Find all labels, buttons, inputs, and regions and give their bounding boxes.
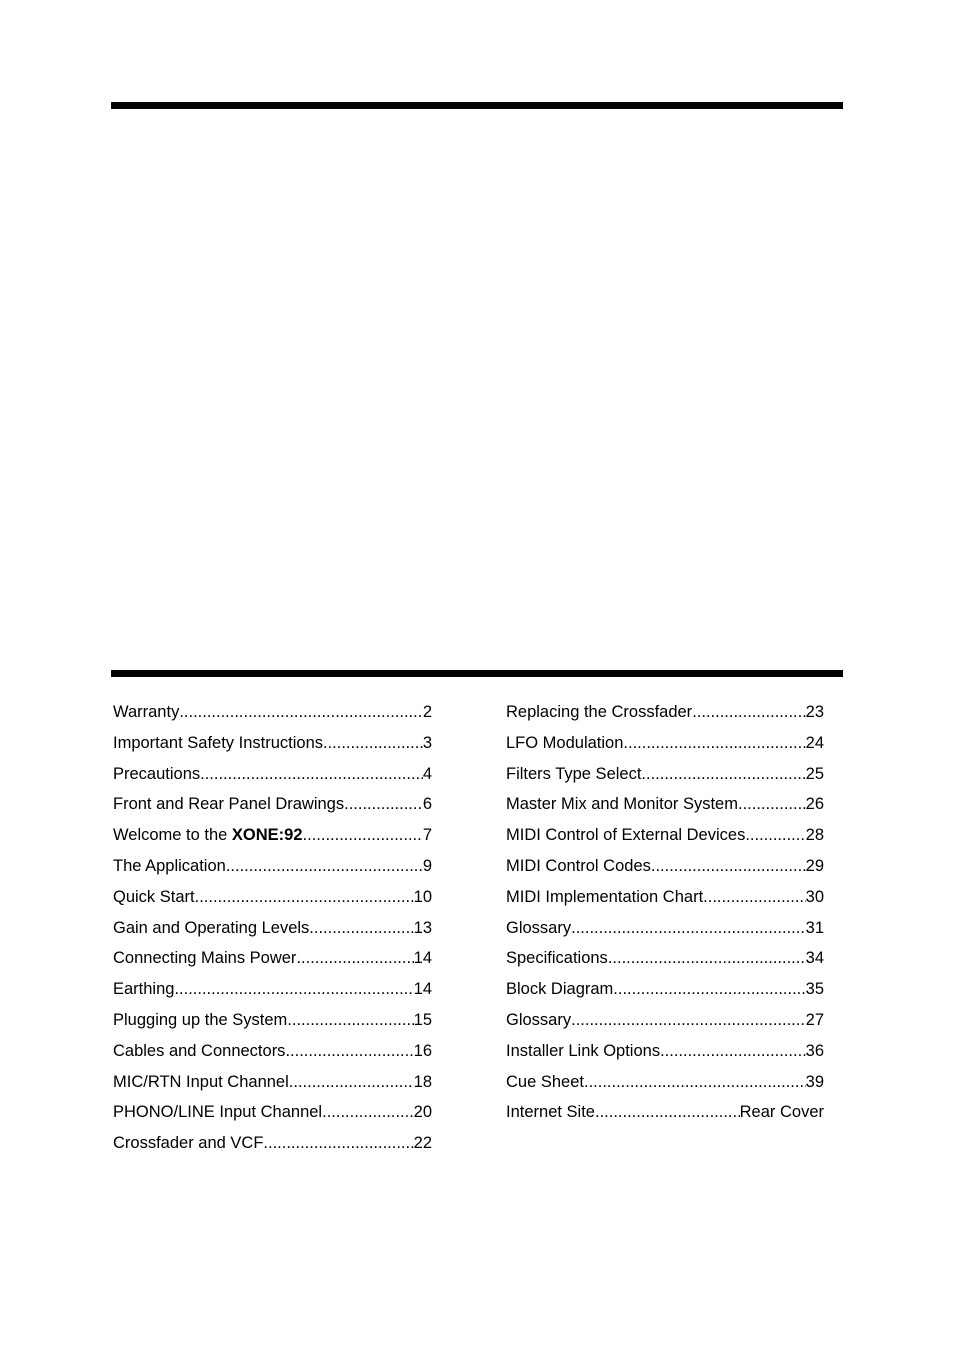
toc-entry[interactable] bbox=[113, 697, 432, 728]
toc-entry-title: MIDI Control Codes bbox=[506, 856, 651, 875]
toc-entry-page: 9 bbox=[422, 856, 432, 875]
toc-entry-title: Master Mix and Monitor System bbox=[506, 795, 738, 814]
toc-entry-title: Gain and Operating Levels bbox=[113, 918, 310, 937]
leader-dots bbox=[296, 943, 413, 974]
toc-entry[interactable] bbox=[113, 1128, 432, 1159]
leader-dots bbox=[745, 820, 805, 851]
toc-entry-title: MIDI Control of External Devices bbox=[506, 826, 746, 845]
toc-entry[interactable] bbox=[113, 913, 432, 944]
toc-entry-page: 6 bbox=[422, 795, 432, 814]
toc-entry-page: Rear Cover bbox=[739, 1103, 824, 1122]
toc-entry-title: Glossary bbox=[506, 1010, 572, 1029]
toc-entry[interactable] bbox=[506, 759, 824, 790]
toc-entry[interactable] bbox=[113, 943, 432, 974]
toc-entry[interactable] bbox=[113, 1036, 432, 1067]
toc-entry[interactable] bbox=[113, 789, 432, 820]
toc-entry-title: Precautions bbox=[113, 764, 201, 783]
toc-entry-page: 26 bbox=[805, 795, 824, 814]
toc-entry-page: 35 bbox=[805, 980, 824, 999]
toc-entry-title: Cue Sheet bbox=[506, 1072, 584, 1091]
toc-entry-page: 30 bbox=[805, 887, 824, 906]
leader-dots bbox=[344, 789, 423, 820]
toc-entry[interactable] bbox=[506, 913, 824, 944]
toc-entry-title: MIDI Implementation Chart bbox=[506, 887, 704, 906]
toc-entry-title: MIC/RTN Input Channel bbox=[113, 1072, 289, 1091]
toc-entry-page: 25 bbox=[805, 764, 824, 783]
leader-dots bbox=[322, 1097, 414, 1128]
leader-dots bbox=[571, 1005, 806, 1036]
toc-entry[interactable] bbox=[506, 1036, 824, 1067]
leader-dots bbox=[174, 974, 413, 1005]
leader-dots bbox=[613, 974, 805, 1005]
toc-entry-title: Replacing the Crossfader bbox=[506, 703, 693, 721]
toc-column-right bbox=[506, 697, 824, 1128]
toc-entry[interactable] bbox=[506, 943, 824, 974]
toc-entry-page: 31 bbox=[805, 918, 824, 937]
toc-entry-page: 14 bbox=[413, 949, 432, 968]
toc-entry-page: 13 bbox=[413, 918, 432, 937]
toc-entry-title: The Application bbox=[113, 856, 226, 875]
toc-entry-title bbox=[113, 820, 303, 851]
leader-dots bbox=[584, 1067, 806, 1098]
toc-entry[interactable] bbox=[506, 697, 824, 728]
toc-entry[interactable] bbox=[506, 1097, 824, 1128]
leader-dots bbox=[195, 882, 414, 913]
toc-entry-page: 29 bbox=[805, 856, 824, 875]
toc-entry-title: Connecting Mains Power bbox=[113, 949, 297, 968]
toc-entry[interactable] bbox=[506, 820, 824, 851]
toc-entry-title: Specifications bbox=[506, 949, 608, 968]
toc-entry-page: 15 bbox=[413, 1010, 432, 1029]
leader-dots bbox=[571, 913, 806, 944]
toc-entry-page: 20 bbox=[413, 1103, 432, 1122]
toc-entry-title: Cables and Connectors bbox=[113, 1041, 286, 1060]
toc-entry-page: 4 bbox=[422, 764, 432, 783]
toc-entry-title: Plugging up the System bbox=[113, 1010, 288, 1029]
contents-rule bbox=[111, 670, 843, 677]
toc-entry-page: 36 bbox=[805, 1041, 824, 1060]
toc-entry[interactable] bbox=[506, 789, 824, 820]
top-rule bbox=[111, 102, 843, 109]
leader-dots bbox=[179, 697, 422, 728]
toc-entry[interactable] bbox=[113, 820, 432, 851]
toc-entry-title: Installer Link Options bbox=[506, 1041, 661, 1060]
leader-dots bbox=[692, 697, 805, 728]
toc-entry-title: Block Diagram bbox=[506, 980, 614, 999]
toc-entry[interactable] bbox=[113, 1005, 432, 1036]
toc-entry-page: 28 bbox=[805, 826, 824, 845]
toc-entry[interactable] bbox=[113, 974, 432, 1005]
toc-entry-page: 27 bbox=[805, 1010, 824, 1029]
toc-entry-page: 23 bbox=[805, 703, 824, 721]
toc-entry[interactable] bbox=[506, 728, 824, 759]
toc-entry-title: Glossary bbox=[506, 918, 572, 937]
toc-entry[interactable] bbox=[506, 1067, 824, 1098]
toc-entry[interactable] bbox=[506, 1005, 824, 1036]
toc-entry[interactable] bbox=[506, 882, 824, 913]
toc-entry-title: Crossfader and VCF bbox=[113, 1134, 264, 1153]
leader-dots bbox=[226, 851, 423, 882]
leader-dots bbox=[660, 1036, 806, 1067]
leader-dots bbox=[285, 1036, 413, 1067]
toc-entry-page: 10 bbox=[413, 887, 432, 906]
toc-entry-title: PHONO/LINE Input Channel bbox=[113, 1103, 323, 1122]
toc-entry-page: 2 bbox=[422, 703, 432, 721]
leader-dots bbox=[289, 1067, 414, 1098]
leader-dots bbox=[303, 820, 423, 851]
leader-dots bbox=[651, 851, 806, 882]
leader-dots bbox=[263, 1128, 413, 1159]
toc-entry[interactable] bbox=[113, 882, 432, 913]
toc-entry-page: 3 bbox=[422, 733, 432, 752]
toc-column-left bbox=[113, 697, 432, 1159]
toc-entry-title: Filters Type Select bbox=[506, 764, 642, 783]
toc-entry-page: 34 bbox=[805, 949, 824, 968]
toc-entry[interactable] bbox=[113, 1097, 432, 1128]
toc-entry[interactable] bbox=[506, 851, 824, 882]
toc-entry-page: 7 bbox=[422, 826, 432, 845]
toc-entry-title: Front and Rear Panel Drawings bbox=[113, 795, 345, 814]
toc-entry-title: LFO Modulation bbox=[506, 733, 624, 752]
toc-entry-title-text: Welcome to the bbox=[113, 826, 232, 845]
toc-entry-page: 22 bbox=[413, 1134, 432, 1153]
leader-dots bbox=[595, 1097, 740, 1128]
product-name: XONE:92 bbox=[231, 826, 303, 845]
toc-entry-page: 14 bbox=[413, 980, 432, 999]
leader-dots bbox=[200, 759, 423, 790]
toc-entry-page: 16 bbox=[413, 1041, 432, 1060]
toc-entry[interactable] bbox=[113, 728, 432, 759]
toc-entry-title: Warranty bbox=[113, 703, 180, 721]
toc-entry[interactable] bbox=[113, 1067, 432, 1098]
toc-entry-title: Important Safety Instructions bbox=[113, 733, 324, 752]
toc-entry-page: 18 bbox=[413, 1072, 432, 1091]
leader-dots bbox=[323, 728, 423, 759]
leader-dots bbox=[703, 882, 805, 913]
toc-entry-title: Quick Start bbox=[113, 887, 195, 906]
toc-entry[interactable] bbox=[113, 851, 432, 882]
leader-dots bbox=[641, 759, 805, 790]
toc-entry-title: Earthing bbox=[113, 980, 175, 999]
toc-entry-title: Internet Site bbox=[506, 1103, 595, 1122]
leader-dots bbox=[309, 913, 413, 944]
toc-entry[interactable] bbox=[506, 974, 824, 1005]
toc-entry-page: 39 bbox=[805, 1072, 824, 1091]
leader-dots bbox=[608, 943, 806, 974]
toc-entry[interactable] bbox=[113, 759, 432, 790]
leader-dots bbox=[623, 728, 805, 759]
leader-dots bbox=[738, 789, 806, 820]
toc-entry-page: 24 bbox=[805, 733, 824, 752]
leader-dots bbox=[287, 1005, 413, 1036]
